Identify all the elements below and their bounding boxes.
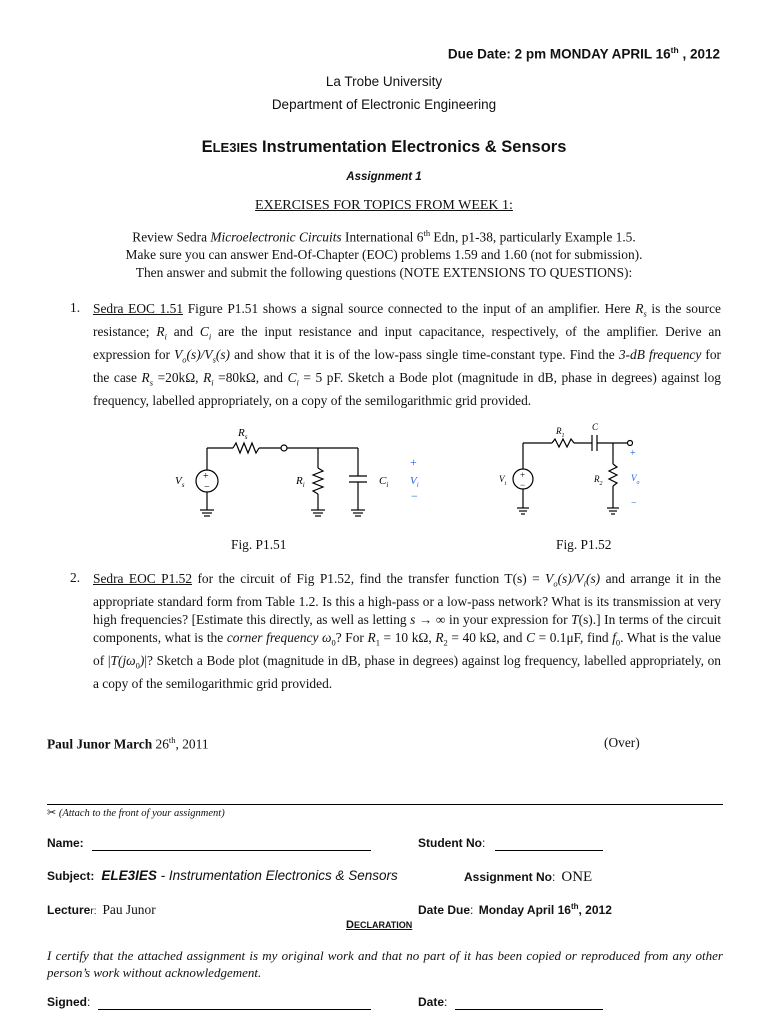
subject-name: Instrumentation Electronics & Sensors xyxy=(168,868,398,883)
date-text: Date xyxy=(418,995,445,1009)
q1-t4: are the input resistance and input capacitance, respectively, of the amplifier. Derive an expression for xyxy=(93,323,722,362)
q2-tj2: (jω xyxy=(118,653,136,669)
q2-t9: . What is the value of | xyxy=(93,630,721,669)
q2-tj-sub: 0 xyxy=(135,660,140,671)
ci-label: C xyxy=(379,475,387,487)
subject-label: Subject: xyxy=(47,869,95,883)
caption-p151: Fig. P1.51 xyxy=(231,537,287,552)
ri-sub: i xyxy=(302,481,305,489)
author-name: Paul Junor March xyxy=(47,736,153,752)
vo-sub: o xyxy=(636,480,640,486)
cut-line xyxy=(47,804,723,805)
q2-r1: R xyxy=(367,630,376,646)
course-title xyxy=(0,138,768,157)
q2-t1: for the circuit of Fig P1.52, find the transfer function T(s) = xyxy=(192,571,546,586)
name-label: Name: xyxy=(47,836,84,850)
q1-rs-2: R xyxy=(141,369,150,385)
q2-omega: ω xyxy=(318,630,332,646)
signed-text: Signed xyxy=(47,995,88,1009)
q2-vo-sub: o xyxy=(553,578,558,589)
q1-ri: R xyxy=(156,323,165,339)
q1-ri-2: R xyxy=(203,369,212,385)
vs-label: V xyxy=(175,475,182,487)
subject-line xyxy=(47,868,398,883)
q2-omega-sub: 0 xyxy=(331,637,336,648)
exercises-heading-text: EXERCISES FOR TOPICS FROM WEEK 1: xyxy=(255,198,513,213)
label-vi xyxy=(410,475,419,489)
r1-sub: 1 xyxy=(561,433,565,439)
assignment-no-label: Assignment No xyxy=(464,870,553,884)
author-date xyxy=(47,735,209,752)
label-ci xyxy=(379,475,388,489)
vi-sub: i xyxy=(416,481,419,489)
university-name: La Trobe University xyxy=(325,74,443,89)
intro-l1d: Edn, p1-38, particularly Example 1.5. xyxy=(430,229,636,245)
due-date-text: Due Date: 2 pm MONDAY APRIL 16 xyxy=(447,46,671,62)
v-in-label: V xyxy=(499,474,505,484)
q1-t5: and show that it is of the low-pass single time-constant type. Find the xyxy=(230,346,619,362)
declaration-b: ECLARATION xyxy=(353,920,413,930)
assignment-title: Assignment 1 xyxy=(346,171,422,183)
v-in-sub: i xyxy=(504,481,507,487)
q1-rs-val: =20kΩ, xyxy=(153,369,204,385)
q2-c: C xyxy=(526,630,535,646)
q1-vo: V xyxy=(174,346,183,362)
q2-tf-mid: (s)/V xyxy=(557,571,584,586)
q2-r2: R xyxy=(435,630,444,646)
q1-ci-val: = 5 pF. Sketch a Bode plot (magnitude in dB, phase in degrees) against log frequency, labelled appropriately, on a copy of the semilogarithmic grid provided. xyxy=(93,369,721,408)
intro-line-2: Make sure you can answer End-Of-Chapter (EOC) problems 1.59 and 1.60 (not for submission). xyxy=(125,247,643,262)
over-note: (Over) xyxy=(604,735,640,750)
due-date xyxy=(448,45,720,62)
vi-label: V xyxy=(410,475,417,487)
signed-field[interactable] xyxy=(98,1009,371,1010)
q2-f0: f xyxy=(612,630,616,646)
rs-sub: s xyxy=(244,433,248,441)
q2-ts: T xyxy=(571,612,579,628)
lecturer-value: Pau Junor xyxy=(102,902,156,917)
intro-l1a: Review Sedra xyxy=(132,229,211,245)
department-name: Department of Electronic Engineering xyxy=(271,97,497,112)
label-plus: + xyxy=(410,455,417,469)
label-ri xyxy=(295,475,305,489)
intro-line-3: Then answer and submit the following questions (NOTE EXTENSIONS TO QUESTIONS): xyxy=(135,265,633,280)
declaration-heading xyxy=(346,919,412,931)
vs-sub: s xyxy=(181,481,185,489)
q1-ref: Sedra EOC 1.51 xyxy=(93,301,184,316)
student-no-label xyxy=(418,836,485,850)
q1-ci-sub: i xyxy=(208,331,212,342)
q2-t3: in your expression for xyxy=(449,612,572,628)
label-vs xyxy=(175,475,185,489)
q2-t8: = 0.1μF, find xyxy=(535,630,613,646)
rs-label: R xyxy=(238,427,245,439)
scissors-icon: ✂ xyxy=(47,807,57,819)
student-no-field[interactable] xyxy=(495,850,603,851)
lecturer-label: Lecture xyxy=(47,903,91,917)
q1-vs-sub: s xyxy=(212,354,216,365)
date-due-value: Monday April 16 xyxy=(478,903,571,917)
date-due-line: Date Due: Monday April 16th, 2012 xyxy=(418,902,612,917)
signed-colon: : xyxy=(87,995,91,1009)
assignment-no xyxy=(464,869,592,886)
q2-vo: V xyxy=(545,571,554,586)
q2-s: s xyxy=(410,612,416,628)
q1-ci: C xyxy=(199,323,209,339)
q1-ri-val: =80kΩ, and xyxy=(213,369,288,385)
label-minus: − xyxy=(411,489,418,503)
q2-t7: = 40 kΩ, and xyxy=(447,630,527,646)
intro-sup: th xyxy=(423,228,431,238)
q2-tj3: ) xyxy=(139,653,145,669)
caption-p152: Fig. P1.52 xyxy=(556,537,612,552)
label-vo xyxy=(631,473,640,486)
intro-line-1 xyxy=(0,228,768,245)
due-date-sup: th xyxy=(670,45,679,55)
q1-t1: Figure P1.51 shows a signal source connected to the input of an amplifier. Here xyxy=(183,301,636,316)
r1-label: R xyxy=(556,426,562,436)
author-date-sup: th xyxy=(168,735,176,745)
q1-ri-sub: i xyxy=(164,331,167,342)
date-field[interactable] xyxy=(455,1009,603,1010)
q2-r2-sub: 2 xyxy=(443,637,448,648)
label-r1 xyxy=(555,426,565,439)
q1-t2: is the source resistance; xyxy=(93,301,721,339)
q2-t6: = 10 kΩ, xyxy=(379,630,436,646)
label-vo-minus: − xyxy=(631,498,637,509)
src-minus: − xyxy=(204,482,210,493)
q1-number: 1. xyxy=(70,300,81,315)
date-due-year: , 2012 xyxy=(578,903,612,917)
date-due-sup: th xyxy=(570,902,579,911)
intro-l1c: International 6 xyxy=(341,229,424,245)
author-year: , 2011 xyxy=(175,736,209,752)
figure-p151-circuit xyxy=(165,418,455,530)
q1-ci-2: C xyxy=(287,369,297,385)
student-no-text: Student No xyxy=(418,836,482,850)
author-day: 26 xyxy=(152,736,169,752)
q1-vovs-mid: (s)/V xyxy=(186,346,213,362)
attach-note xyxy=(47,806,225,819)
label-r2 xyxy=(593,474,603,487)
q2-t5: ? For xyxy=(335,630,368,646)
label-vo-plus: + xyxy=(630,448,636,459)
src-plus: + xyxy=(203,471,209,482)
p152-src-minus: − xyxy=(520,480,526,490)
student-no-colon: : xyxy=(482,836,486,850)
p152-src-plus: + xyxy=(520,470,526,480)
q1-rs-sub-2: s xyxy=(149,377,154,388)
q2-number: 2. xyxy=(70,570,81,585)
date-colon: : xyxy=(444,995,448,1009)
q1-vovs-end: (s) xyxy=(215,346,231,362)
q2-t10: |? Sketch a Bode plot (magnitude in dB, phase in degrees) against log frequency, labelled appropriately, on a copy of the semilogarithmic grid provided. xyxy=(93,653,722,692)
q2-vi-sub: i xyxy=(583,578,586,589)
q1-f3db: 3-dB frequency xyxy=(618,346,702,362)
lecturer-line xyxy=(47,902,156,918)
q1-vo-sub: o xyxy=(182,354,187,365)
q2-t4: (s).] In terms of the circuit components, what is the xyxy=(93,612,721,646)
label-v-in xyxy=(499,474,507,487)
intro-book: Microelectronic Circuits xyxy=(210,229,342,245)
figure-p152-circuit xyxy=(492,418,652,530)
assignment-no-colon: : xyxy=(552,870,556,884)
date-due-label: Date Due xyxy=(418,903,471,917)
declaration-a: D xyxy=(346,919,354,931)
course-code: LE3IES xyxy=(212,140,258,155)
q1-ci-sub-2: i xyxy=(296,377,299,388)
q1-rs: R xyxy=(635,301,644,316)
r2-label: R xyxy=(594,474,600,484)
q2-t2: and arrange it in the appropriate standard form from Table 1.2. Is this a high-pass or a low-pass network? What is its transmission at very high frequencies? [Estimate this directly, as well as letting xyxy=(93,571,721,628)
course-name: Instrumentation Electronics & Sensors xyxy=(257,138,567,156)
q2-tf-end: (s) xyxy=(586,571,601,586)
q2-tj: T xyxy=(110,653,118,669)
q2-r1-sub: 1 xyxy=(375,637,380,648)
lecturer-label-b: r: xyxy=(90,906,97,917)
exercises-heading xyxy=(0,198,768,214)
signed-label xyxy=(47,995,90,1009)
q1-t6: for the case xyxy=(93,346,721,385)
q1-rs-sub: s xyxy=(643,308,647,319)
label-c: C xyxy=(592,422,599,432)
certify-statement: I certify that the attached assignment is my original work and that no part of it has been copied or reproduced from any other person’s work without acknowledgement. xyxy=(47,948,723,980)
name-field[interactable] xyxy=(92,850,371,851)
r2-sub: 2 xyxy=(599,481,603,487)
q2-arrow: → ∞ xyxy=(415,612,450,628)
date-label xyxy=(418,995,447,1009)
question-1 xyxy=(93,300,721,410)
subject-dash: - xyxy=(156,868,169,883)
course-prefix: E xyxy=(201,138,213,156)
attach-text: (Attach to the front of your assignment) xyxy=(56,808,225,819)
assignment-no-value: ONE xyxy=(561,869,593,885)
ri-label: R xyxy=(296,475,303,487)
ci-sub: i xyxy=(386,481,389,489)
q2-corner: corner frequency xyxy=(226,630,319,646)
label-rs xyxy=(237,427,248,441)
q1-ri-sub-2: i xyxy=(211,377,214,388)
subject-code: ELE3IES xyxy=(101,868,157,883)
question-2 xyxy=(93,570,721,693)
due-date-year: , 2012 xyxy=(678,46,720,62)
vo-label: V xyxy=(631,473,637,483)
q2-f0-sub: 0 xyxy=(615,637,621,648)
q1-t3: and xyxy=(166,323,200,339)
q2-ref: Sedra EOC P1.52 xyxy=(93,571,193,586)
